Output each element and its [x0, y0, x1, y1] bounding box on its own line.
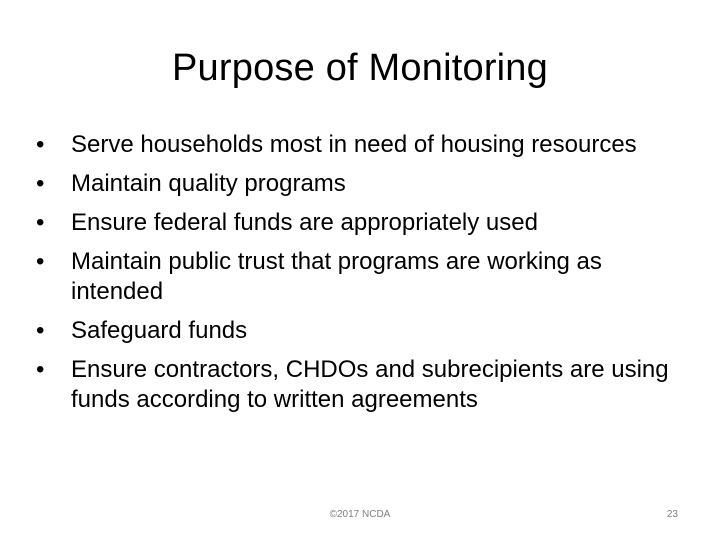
slide-title: Purpose of Monitoring	[172, 47, 548, 89]
bullet-marker: •	[36, 248, 45, 275]
footer-copyright: ©2017 NCDA	[329, 509, 391, 520]
bullet-text: Serve households most in need of housing resources	[71, 131, 637, 158]
bullet-text: Ensure federal funds are appropriately used	[71, 209, 538, 236]
bullet-item	[36, 208, 686, 238]
bullet-text: Ensure contractors, CHDOs and subrecipients are using funds according to written agreements	[71, 356, 669, 413]
bullet-marker: •	[36, 356, 45, 383]
bullet-marker: •	[36, 209, 45, 236]
bullet-item	[36, 247, 686, 307]
bullet-item	[36, 169, 686, 199]
bullet-item	[36, 130, 686, 160]
bullet-marker: •	[36, 131, 45, 158]
bullet-marker: •	[36, 170, 45, 197]
bullet-marker: •	[36, 317, 45, 344]
bullet-text: Maintain public trust that programs are working as intended	[71, 248, 602, 305]
bullet-text: Maintain quality programs	[71, 170, 346, 197]
page-number: 23	[666, 509, 678, 520]
bullet-item	[36, 316, 686, 346]
bullet-text: Safeguard funds	[71, 317, 248, 344]
bullet-list	[36, 130, 686, 424]
bullet-item	[36, 355, 686, 415]
